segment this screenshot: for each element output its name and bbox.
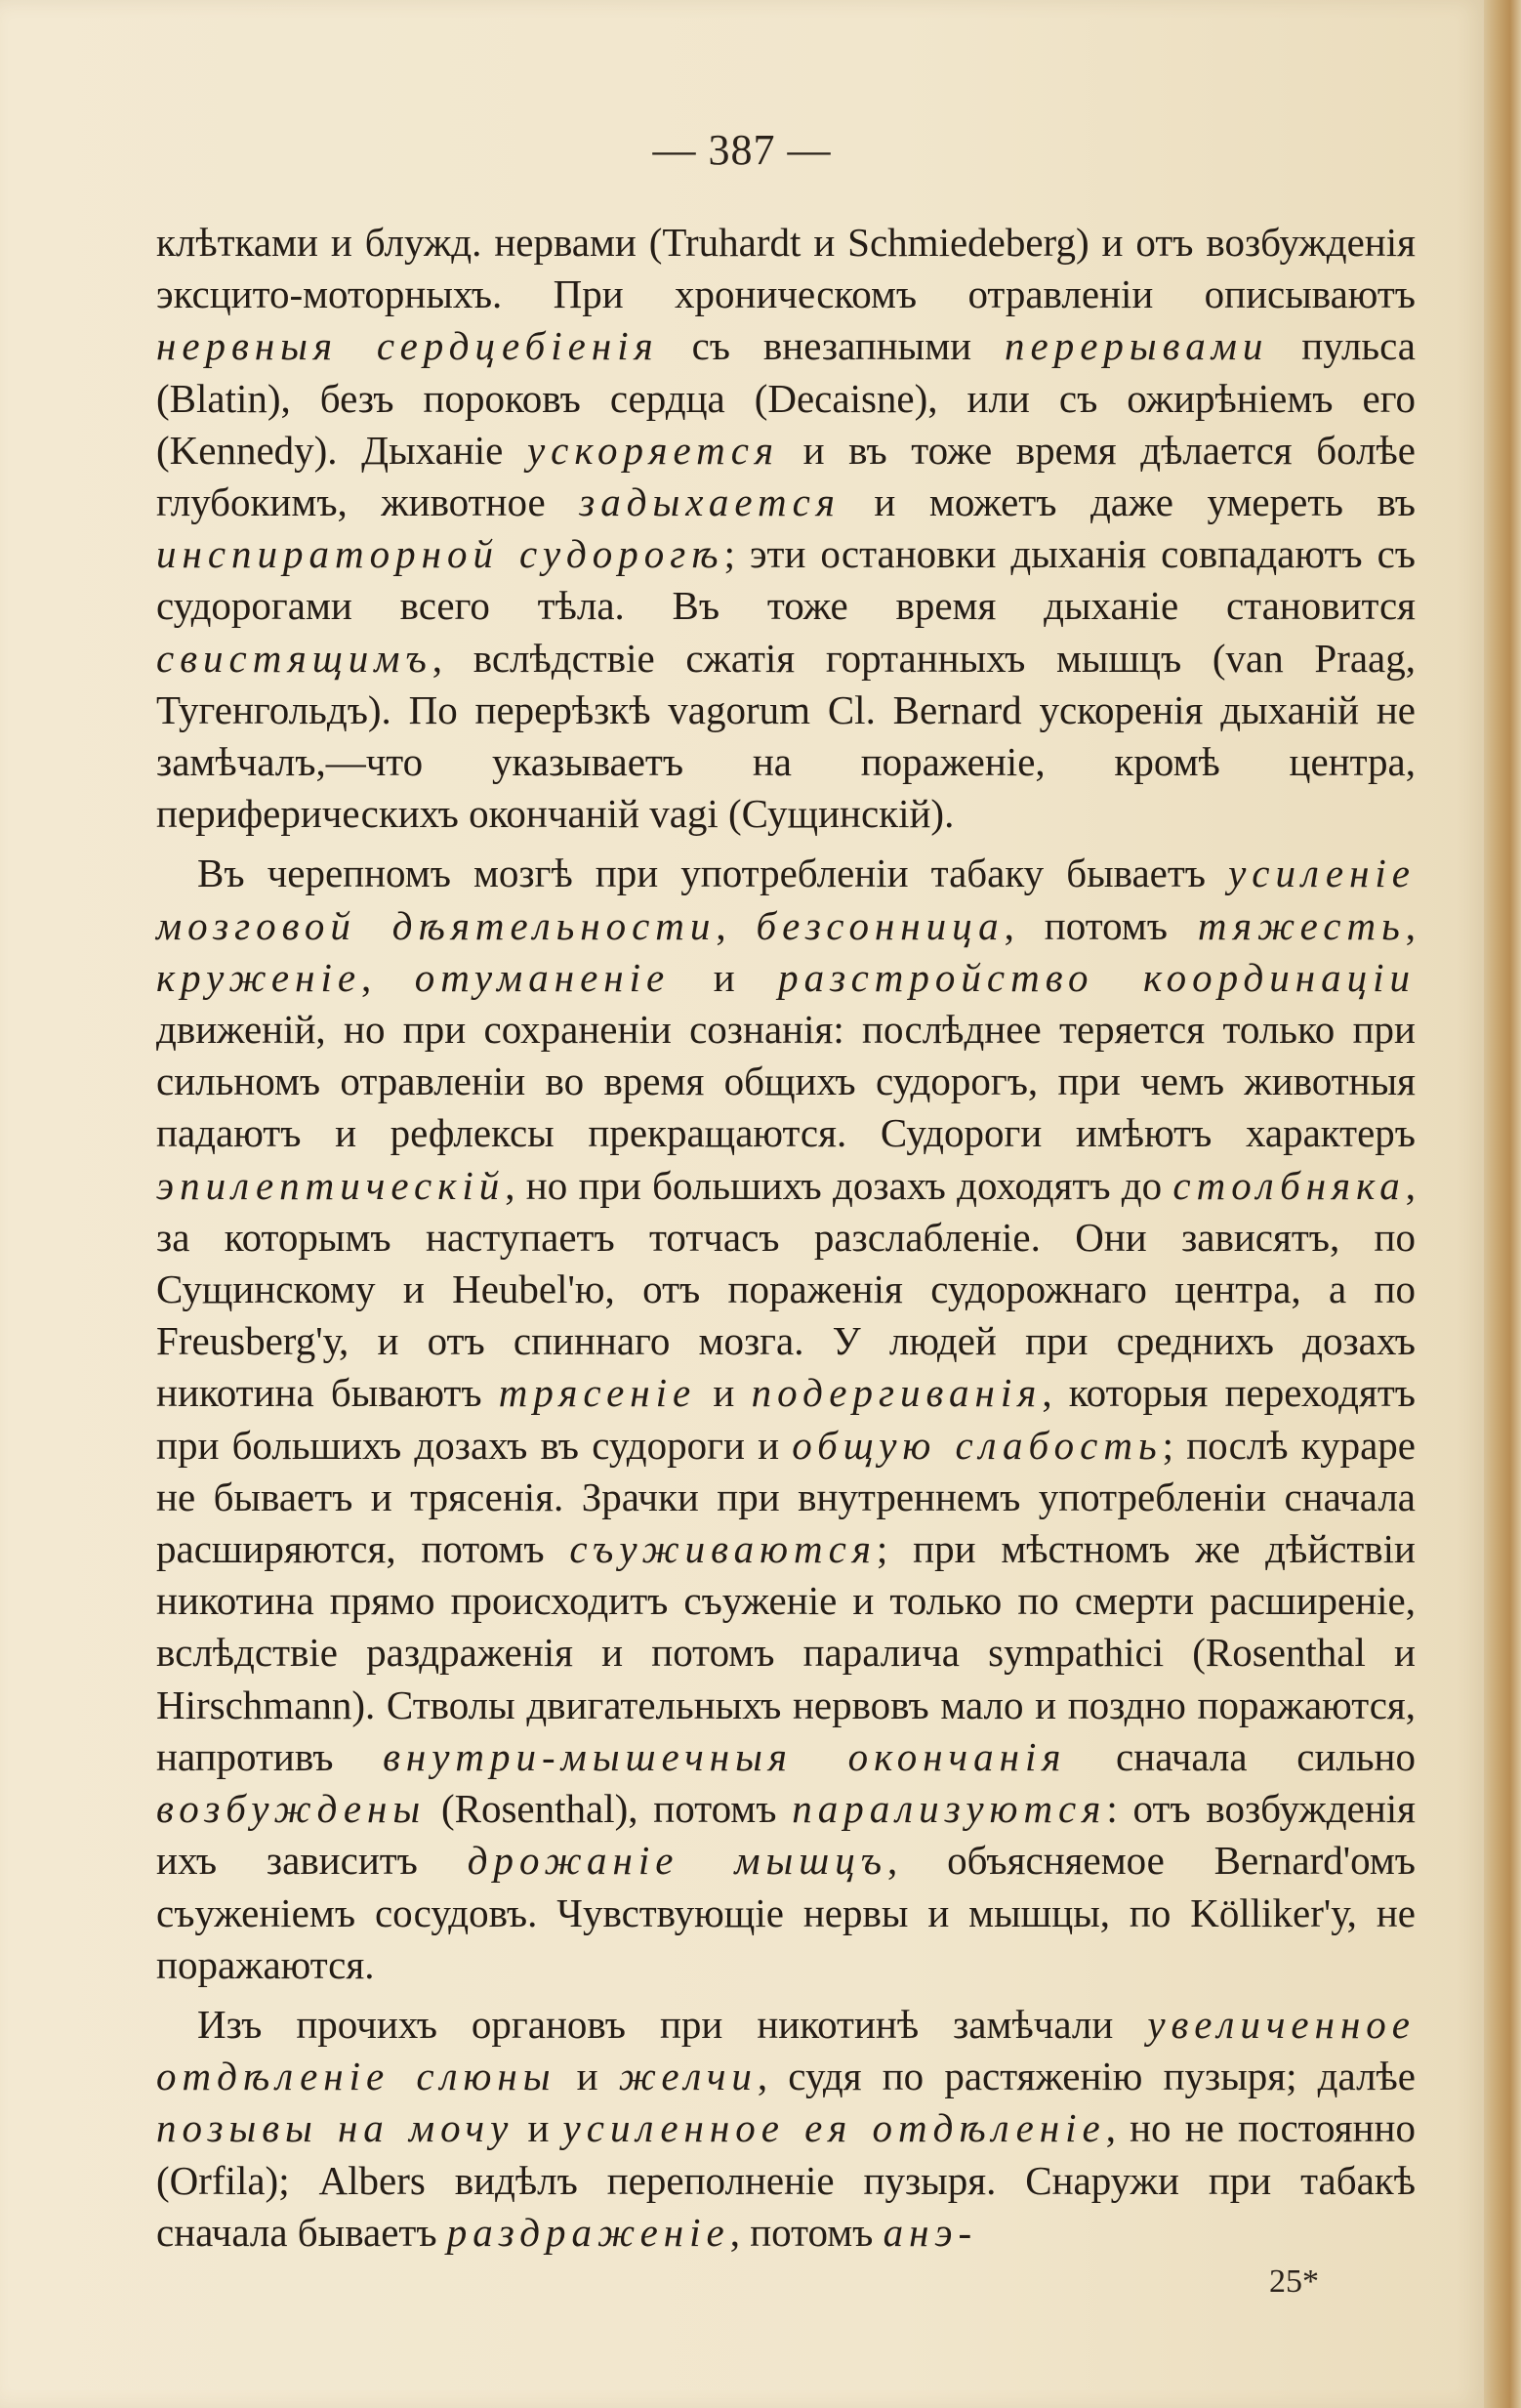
spaced-emphasis: общую слабость [792, 1422, 1163, 1468]
text-run: , объясняемое Bernard'омъ съуженіемъ сосудовъ. Чувствующіе нервы и мышцы, по Kölliker'у, не поражаются. [156, 1838, 1416, 1987]
paragraph-1 [156, 217, 1416, 840]
spaced-emphasis: позывы на мочу [156, 2105, 514, 2151]
text-run: и въ тоже время дѣлается болѣе глубокимъ, животное [156, 427, 1417, 525]
spaced-emphasis: эпилептическій [156, 1162, 506, 1208]
spaced-emphasis: съуживаются [569, 1526, 877, 1572]
text-run: , но не постоянно (Orfila); Albers видѣлъ переполненіе пузыря. Снаружи при табакѣ сначала бываетъ [156, 2105, 1416, 2255]
text-run: , судя по растяженію пузыря; далѣе [757, 2054, 1416, 2099]
text-run: и можетъ даже умереть въ [840, 479, 1417, 525]
text-run: и [670, 954, 779, 1000]
text-run: Въ черепномъ мозгѣ при употребленіи табаку бываетъ [197, 851, 1229, 896]
spaced-emphasis: отуманеніе [414, 954, 671, 1000]
spaced-emphasis: анэ- [883, 2209, 978, 2255]
spaced-emphasis: круженіе [156, 954, 362, 1000]
spaced-emphasis: увеличенное отдѣленіе слюны [156, 2001, 1416, 2099]
text-run: движеній, но при сохраненіи сознанія: послѣднее теряется только при сильномъ отравленіи во время общихъ судорогъ, при чемъ животныя падаютъ и рефлексы прекращаются. Судороги имѣютъ характеръ [156, 1007, 1416, 1156]
paragraph-2 [156, 848, 1416, 1990]
text-run: , потомъ [1004, 902, 1198, 948]
spaced-emphasis: дрожаніе мышцъ [467, 1838, 887, 1884]
spaced-emphasis: раздраженіе [446, 2209, 730, 2255]
text-run: и [514, 2105, 563, 2151]
spaced-emphasis: тяжесть [1197, 902, 1406, 948]
spaced-emphasis: внутри-мышечныя окончанія [383, 1733, 1067, 1779]
text-run: , [1405, 902, 1416, 948]
text-run: клѣтками и блужд. нервами (Truhardt и Schmiedeberg) и отъ возбужденія эксцито-моторныхъ. При хроническомъ отравленіи описываютъ [156, 220, 1416, 317]
text-run: ; послѣ кураре не бываетъ и трясенія. Зрачки при внутреннемъ употребленіи сначала расширяются, потомъ [156, 1422, 1416, 1572]
text-run: пульса (Blatin), безъ пороковъ сердца (Decaisne), или съ ожирѣніемъ его (Kennedy). Дыханіе [156, 323, 1416, 473]
spaced-emphasis: задыхается [579, 479, 841, 525]
spaced-emphasis: возбуждены [156, 1786, 427, 1832]
body-text [156, 217, 1416, 2259]
text-run: (Rosenthal), потомъ [426, 1786, 793, 1832]
spaced-emphasis: перерывами [1005, 323, 1269, 369]
spaced-emphasis: ускоряется [526, 427, 780, 473]
spaced-emphasis: парализуются [792, 1786, 1107, 1832]
text-run: сначала сильно [1066, 1733, 1416, 1779]
text-run: , но при большихъ дозахъ доходятъ до [505, 1162, 1173, 1208]
spaced-emphasis: подергиванія [751, 1370, 1043, 1416]
text-run: , [361, 954, 415, 1000]
text-run: ; при мѣстномъ же дѣйствіи никотина прямо происходитъ съуженіе и только по смерти расширеніе, вслѣдствіе раздраженія и потомъ паралича sympathici (Rosenthal и Hirschmann). Стволы двигательныхъ нервовъ мало и поздно поражаются, напротивъ [156, 1526, 1416, 1779]
text-run: Изъ прочихъ органовъ при никотинѣ замѣчали [197, 2001, 1148, 2047]
text-run: ; эти остановки дыханія совпадаютъ съ судорогами всего тѣла. Въ тоже время дыханіе становится [156, 531, 1416, 629]
spaced-emphasis: нервныя сердцебіенія [156, 323, 659, 369]
spaced-emphasis: инспираторной судорогѣ [156, 531, 724, 577]
spaced-emphasis: желчи [618, 2054, 758, 2099]
spaced-emphasis: свистящимъ [156, 635, 432, 681]
spaced-emphasis: усиленіе мозговой дѣятельности [156, 851, 1416, 948]
spaced-emphasis: усиленное ея отдѣленіе [562, 2105, 1106, 2151]
spaced-emphasis: трясеніе [498, 1370, 697, 1416]
text-run: съ внезапными [658, 323, 1006, 369]
page-edge [1484, 0, 1521, 2408]
text-run: , вслѣдствіе сжатія гортанныхъ мышцъ (van Praag, Тугенгольдъ). По перерѣзкѣ vagorum Cl. Bernard ускоренія дыханій не замѣчалъ,—что указываетъ на пораженіе, кромѣ центра, периферическихъ окончаній vagi (Сущинскій). [156, 635, 1416, 837]
text-run: и [696, 1370, 752, 1416]
page-number: — 387 — [652, 126, 832, 174]
paragraph-3 [156, 1999, 1416, 2259]
spaced-emphasis: столбняка [1172, 1162, 1406, 1208]
text-run: , за которымъ наступаетъ тотчасъ разслабленіе. Они зависятъ, по Сущинскому и Heubel'ю, отъ пораженія судорожнаго центра, а по Freusberg'у, и отъ спиннаго мозга. У людей при среднихъ дозахъ никотина бываютъ [156, 1162, 1416, 1416]
text-run: : отъ возбужденія ихъ зависитъ [156, 1786, 1417, 1884]
text-run: , [716, 902, 757, 948]
signature-mark: 25* [1269, 2263, 1319, 2300]
text-run: и [555, 2054, 619, 2099]
text-run: , потомъ [729, 2209, 884, 2255]
spaced-emphasis: разстройство координаціи [778, 954, 1417, 1000]
spaced-emphasis: безсонница [756, 902, 1005, 948]
text-run: , которыя переходятъ при большихъ дозахъ въ судороги и [156, 1370, 1416, 1468]
